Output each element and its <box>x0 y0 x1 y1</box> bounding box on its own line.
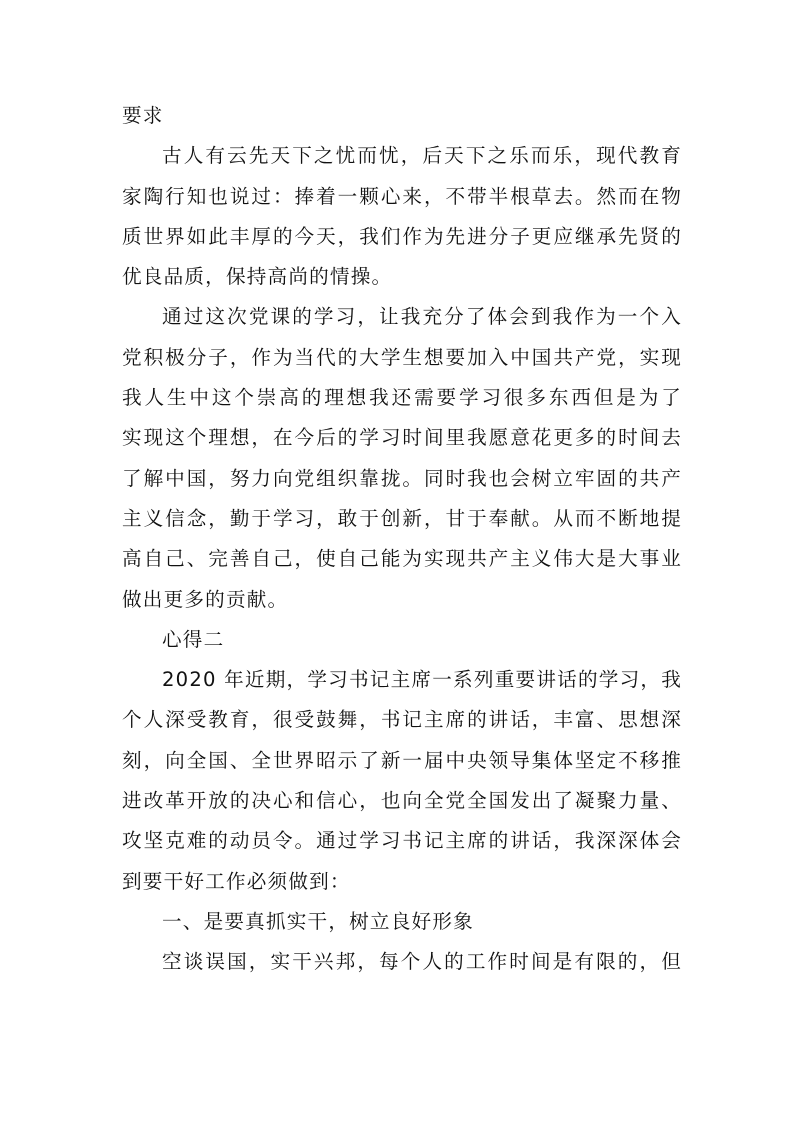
text-line: 进改革开放的决心和信心，也向全党全国发出了凝聚力量、 <box>122 789 682 813</box>
text-line: 高自己、完善自己，使自己能为实现共产主义伟大是大事业 <box>122 547 682 571</box>
text-line: 古人有云先天下之忧而忧，后天下之乐而乐，现代教育 <box>162 144 682 168</box>
text-line: 做出更多的贡献。 <box>122 587 289 611</box>
text-line: 空谈误国，实干兴邦，每个人的工作时间是有限的，但 <box>162 950 682 974</box>
text-line: 主义信念，勤于学习，敢于创新，甘于奉献。从而不断地提 <box>122 506 682 530</box>
text-line: 要求 <box>122 104 164 127</box>
text-line: 家陶行知也说过：捧着一颗心来，不带半根草去。然而在物 <box>122 184 682 208</box>
text-line: 到要干好工作必须做到： <box>122 869 351 893</box>
section-heading: 心得二 <box>162 627 225 651</box>
text-line: 优良品质，保持高尚的情操。 <box>122 265 393 289</box>
text-line: 党积极分子，作为当代的大学生想要加入中国共产党，实现 <box>122 345 682 369</box>
text-line: 刻，向全国、全世界昭示了新一届中央领导集体坚定不移推 <box>122 748 682 772</box>
text-line: 质世界如此丰厚的今天，我们作为先进分子更应继承先贤的 <box>122 224 682 248</box>
text-line: 个人深受教育，很受鼓舞，书记主席的讲话，丰富、思想深 <box>122 708 682 732</box>
document-body <box>122 96 682 983</box>
subsection-heading: 一、是要真抓实干，树立良好形象 <box>162 909 474 933</box>
text-line: 攻坚克难的动员令。通过学习书记主席的讲话，我深深体会 <box>122 829 682 853</box>
text-line: 了解中国，努力向党组织靠拢。同时我也会树立牢固的共产 <box>122 466 682 490</box>
text-line: 通过这次党课的学习，让我充分了体会到我作为一个入 <box>162 305 682 329</box>
text-line: 2020 年近期，学习书记主席一系列重要讲话的学习，我 <box>162 668 682 692</box>
text-line: 实现这个理想，在今后的学习时间里我愿意花更多的时间去 <box>122 426 682 450</box>
text-line: 我人生中这个崇高的理想我还需要学习很多东西但是为了 <box>122 386 682 410</box>
